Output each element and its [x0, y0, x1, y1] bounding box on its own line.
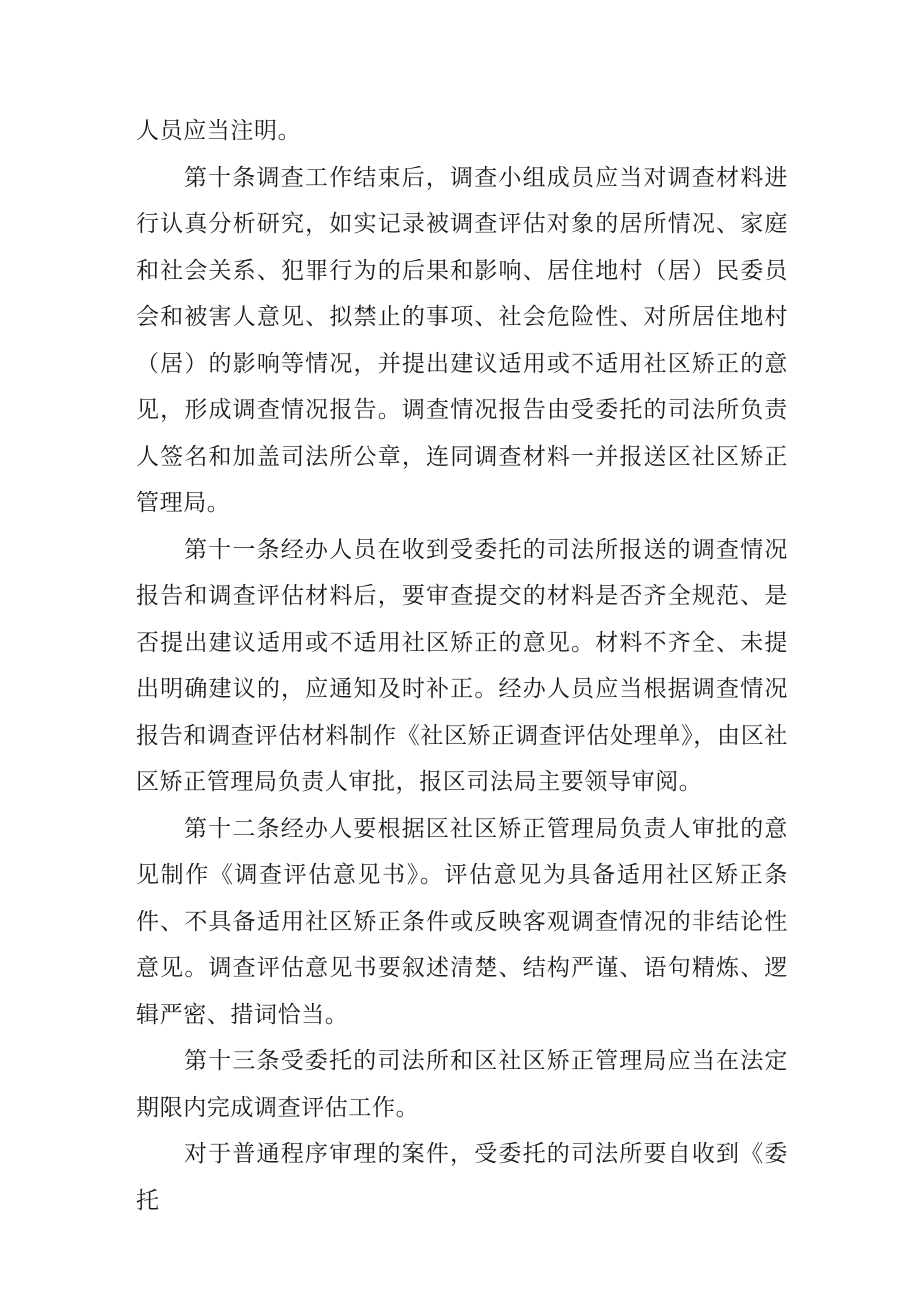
paragraph-continuation: 人员应当注明。: [136, 118, 302, 144]
paragraph-ordinary-procedure: 对于普通程序审理的案件，受委托的司法所要自收到《委托: [136, 1141, 788, 1214]
paragraph-article-12: 第十二条经办人要根据区社区矫正管理局负责人审批的意见制作《调查评估意见书》。评估意见为具备适用社区矫正条件、不具备适用社区矫正条件或反映客观调查情况的非结论性意见。调查评估意见书要叙述清楚、结构严谨、语句精炼、逻辑严密、措词恰当。: [136, 815, 788, 1028]
document-body: [136, 108, 788, 1224]
paragraph-article-13: 第十三条受委托的司法所和区社区矫正管理局应当在法定期限内完成调查评估工作。: [136, 1048, 788, 1121]
paragraph-article-11: 第十一条经办人员在收到受委托的司法所报送的调查情况报告和调查评估材料后，要审查提交的材料是否齐全规范、是否提出建议适用或不适用社区矫正的意见。材料不齐全、未提出明确建议的，应通知及时补正。经办人员应当根据调查情况报告和调查评估材料制作《社区矫正调查评估处理单》，由区社区矫正管理局负责人审批，报区司法局主要领导审阅。: [136, 536, 788, 795]
paragraph-article-10: 第十条调查工作结束后，调查小组成员应当对调查材料进行认真分析研究，如实记录被调查评估对象的居所情况、家庭和社会关系、犯罪行为的后果和影响、居住地村（居）民委员会和被害人意见、拟禁止的事项、社会危险性、对所居住地村（居）的影响等情况，并提出建议适用或不适用社区矫正的意见，形成调查情况报告。调查情况报告由受委托的司法所负责人签名和加盖司法所公章，连同调查材料一并报送区社区矫正管理局。: [136, 164, 788, 516]
